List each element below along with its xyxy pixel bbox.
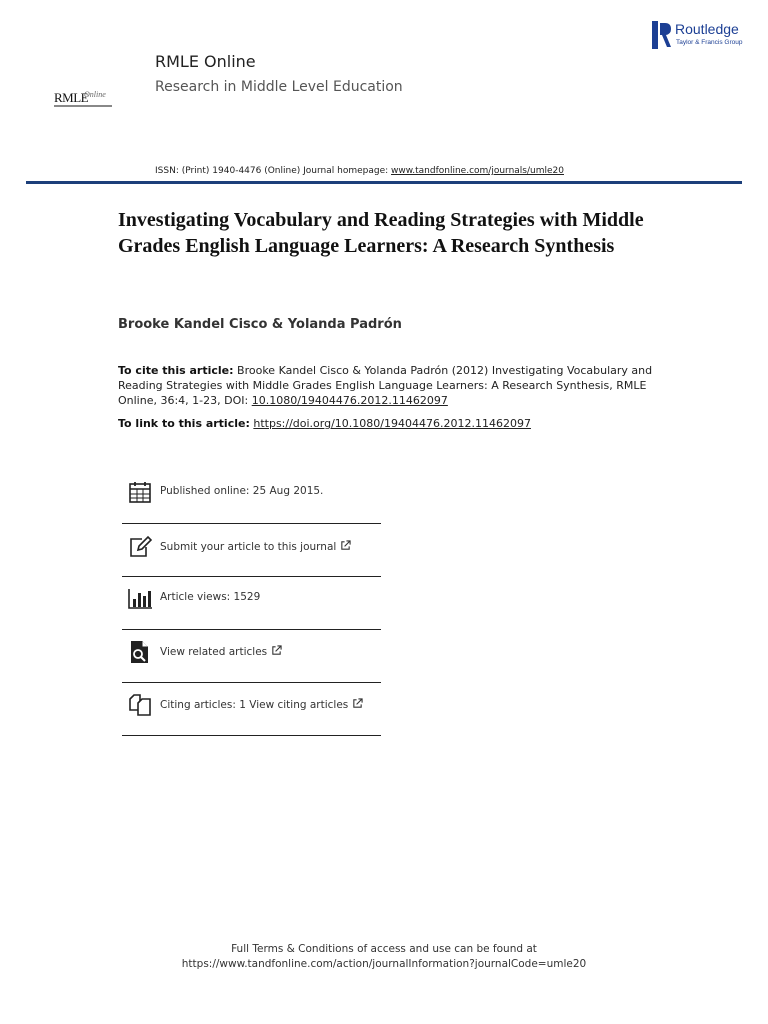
article-url-link[interactable]: https://doi.org/10.1080/19404476.2012.11462097 (253, 417, 531, 430)
publisher-logo (652, 20, 752, 52)
divider (122, 576, 381, 577)
issn-line (155, 166, 564, 176)
footer-terms: Full Terms & Conditions of access and use can be found at (231, 943, 537, 955)
footer-terms-url[interactable]: https://www.tandfonline.com/action/journalInformation?journalCode=umle20 (181, 958, 587, 970)
journal-subtitle: Research in Middle Level Education (155, 79, 403, 95)
routledge-r-icon (652, 21, 672, 49)
article-views: Article views: 1529 (160, 591, 261, 603)
related-articles-label: View related articles (160, 646, 268, 658)
divider (122, 735, 381, 736)
published-row (122, 472, 380, 522)
external-link-icon (340, 540, 351, 551)
article-title: Investigating Vocabulary and Reading Strategies with Middle Grades English Language Learners: A Research Synthesis (118, 209, 644, 257)
journal-logo-text: RMLE (54, 90, 89, 105)
external-link-icon (352, 698, 363, 709)
issn-text: ISSN: (Print) 1940-4476 (Online) Journal homepage: (155, 166, 389, 176)
views-row (122, 578, 380, 628)
divider (122, 682, 381, 683)
cite-label: To cite this article: (118, 364, 234, 377)
divider (122, 523, 381, 524)
article-authors: Brooke Kandel Cisco & Yolanda Padrón (118, 317, 402, 332)
citing-documents-icon (128, 693, 152, 717)
calendar-icon (128, 480, 152, 504)
journal-logo (54, 90, 114, 110)
publisher-name: Routledge (675, 21, 739, 37)
citing-articles-label: Citing articles: 1 View citing articles (160, 699, 349, 711)
link-label: To link to this article: (118, 417, 250, 430)
header-rule (26, 181, 742, 184)
related-row[interactable] (122, 632, 380, 682)
journal-title: RMLE Online (155, 52, 256, 71)
document-search-icon (128, 640, 152, 664)
footer (0, 942, 768, 972)
published-date: Published online: 25 Aug 2015. (160, 485, 324, 497)
journal-homepage-link[interactable]: www.tandfonline.com/journals/umle20 (391, 166, 564, 176)
submit-article-link[interactable] (160, 540, 351, 553)
link-block (118, 417, 531, 430)
bar-chart-icon (128, 586, 152, 610)
submit-article-label: Submit your article to this journal (160, 541, 337, 553)
citing-articles-link[interactable] (160, 698, 363, 711)
doi-link[interactable]: 10.1080/19404476.2012.11462097 (251, 394, 448, 407)
cite-text: Brooke Kandel Cisco & Yolanda Padrón (2012) Investigating Vocabulary and Reading Strategies with Middle Grades English Language Learners: A Research Synthesis, RMLE Online, 36:4, 1-23, DOI: (118, 364, 653, 407)
divider (122, 629, 381, 630)
citation-block (118, 363, 663, 408)
related-articles-link[interactable] (160, 645, 282, 658)
publisher-subname: Taylor & Francis Group (676, 39, 743, 46)
journal-logo-script: Online (84, 90, 106, 99)
edit-icon (128, 535, 152, 559)
external-link-icon (271, 645, 282, 656)
citing-row[interactable] (122, 685, 380, 735)
logo-underline (54, 105, 112, 108)
submit-row[interactable] (122, 527, 380, 577)
